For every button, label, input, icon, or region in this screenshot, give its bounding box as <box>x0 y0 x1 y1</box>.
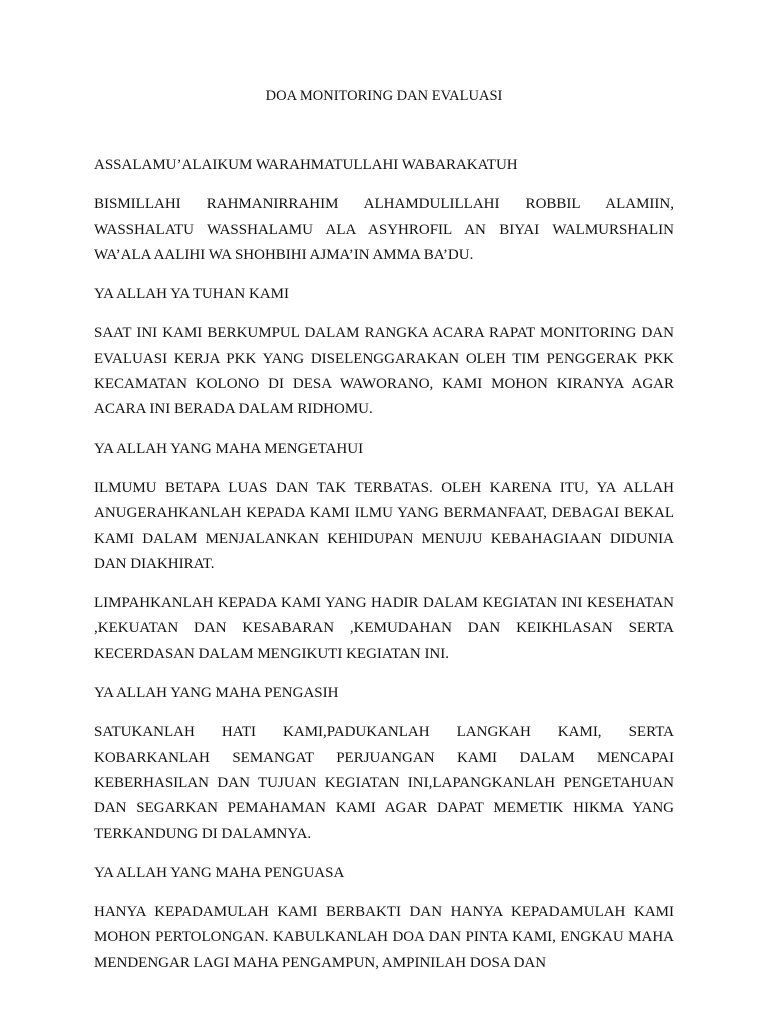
opening-paragraph: BISMILLAHI RAHMANIRRAHIM ALHAMDULILLAHI ROBBIL ALAMIIN, WASSHALATU WASSHALAMU ALA ASYHROFIL AN BIYAI WALMURSHALIN WA’ALA AALIHI WA SHOHBIHI AJMA’IN AMMA BA’DU. <box>94 196 674 263</box>
closing-paragraph: HANYA KEPADAMULAH KAMI BERBAKTI DAN HANYA KEPADAMULAH KAMI MOHON PERTOLONGAN. KABULKANLAH DOA DAN PINTA KAMI, ENGKAU MAHA MENDENGAR LAGI MAHA PENGAMPUN, AMPINILAH DOSA DAN <box>94 904 674 971</box>
purpose-paragraph: SAAT INI KAMI BERKUMPUL DALAM RANGKA ACARA RAPAT MONITORING DAN EVALUASI KERJA PKK YANG DISELENGGARAKAN OLEH TIM PENGGERAK PKK KECAMATAN KOLONO DI DESA WAWORANO, KAMI MOHON KIRANYA AGAR ACARA INI BERADA DALAM RIDHOMU. <box>94 325 674 418</box>
greeting-paragraph: ASSALAMU’ALAIKUM WARAHMATULLAHI WABARAKATUH <box>94 157 518 173</box>
unity-paragraph: SATUKANLAH HATI KAMI,PADUKANLAH LANGKAH KAMI, SERTA KOBARKANLAH SEMANGAT PERJUANGAN KAMI DALAM MENCAPAI KEBERHASILAN DAN TUJUAN KEGIATAN INI,LAPANGKANLAH PENGETAHUAN DAN SEGARKAN PEMAHAMAN KAMI AGAR DAPAT MEMETIK HIKMA YANG TERKANDUNG DI DALAMNYA. <box>94 724 674 842</box>
invocation-heading: YA ALLAH YANG MAHA PENGASIH <box>94 685 339 702</box>
document-body <box>94 153 674 990</box>
invocation-heading: YA ALLAH YA TUHAN KAMI <box>94 286 290 303</box>
knowledge-paragraph: ILMUMU BETAPA LUAS DAN TAK TERBATAS. OLEH KARENA ITU, YA ALLAH ANUGERAHKANLAH KEPADA KAMI ILMU YANG BERMANFAAT, DEBAGAI BEKAL KAMI DALAM MENJALANKAN KEHIDUPAN MENUJU KEBAHAGIAAN DIDUNIA DAN DIAKHIRAT. <box>94 479 674 572</box>
invocation-heading: YA ALLAH YANG MAHA MENGETAHUI <box>94 440 364 457</box>
blessing-paragraph: LIMPAHKANLAH KEPADA KAMI YANG HADIR DALAM KEGIATAN INI KESEHATAN ,KEKUATAN DAN KESABARAN ,KEMUDAHAN DAN KEIKHLASAN SERTA KECERDASAN DALAM MENGIKUTI KEGIATAN INI. <box>94 595 674 662</box>
invocation-heading: YA ALLAH YANG MAHA PENGUASA <box>94 864 345 881</box>
document-title: DOA MONITORING DAN EVALUASI <box>265 88 503 104</box>
